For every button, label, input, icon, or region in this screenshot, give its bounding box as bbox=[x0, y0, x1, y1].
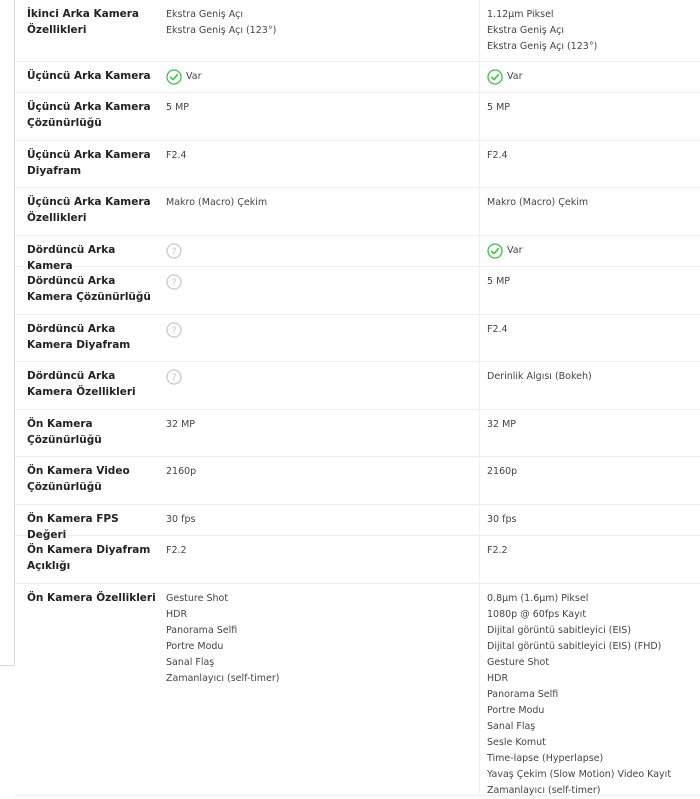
spec-label: Ön Kamera Özellikleri bbox=[27, 592, 156, 604]
spec-value-line: Ekstra Geniş Açı bbox=[166, 9, 243, 20]
spec-row bbox=[15, 536, 700, 584]
spec-row bbox=[15, 584, 700, 796]
spec-value-line: 1080p @ 60fps Kayıt bbox=[487, 609, 587, 620]
spec-value-phone-2 bbox=[487, 195, 697, 211]
spec-value-line: Makro (Macro) Çekim bbox=[487, 197, 589, 208]
spec-row bbox=[15, 62, 700, 93]
spec-value-line: Panorama Selfi bbox=[487, 689, 559, 700]
question-circle-icon[interactable] bbox=[166, 243, 182, 259]
spec-value-line: 30 fps bbox=[487, 514, 517, 525]
spec-value-line: Portre Modu bbox=[166, 641, 224, 652]
spec-row bbox=[15, 315, 700, 362]
available-badge bbox=[487, 243, 523, 259]
spec-value-line: Portre Modu bbox=[487, 705, 545, 716]
spec-value-line: Yavaş Çekim (Slow Motion) Video Kayıt bbox=[487, 769, 672, 780]
spec-row bbox=[15, 236, 700, 272]
check-circle-icon bbox=[166, 69, 182, 85]
spec-value-phone-2 bbox=[487, 464, 697, 480]
spec-value-phone-2 bbox=[487, 417, 697, 433]
spec-value-phone-2 bbox=[487, 69, 697, 91]
spec-label: Ön Kamera Diyafram Açıklığı bbox=[27, 544, 151, 572]
spec-value-line: Derinlik Algısı (Bokeh) bbox=[487, 371, 592, 382]
spec-label: Ön Kamera FPS Değeri bbox=[27, 513, 119, 541]
svg-text:?: ? bbox=[171, 277, 177, 289]
spec-value-line: Sesle Komut bbox=[487, 737, 546, 748]
spec-value-line: Ekstra Geniş Açı (123°) bbox=[166, 25, 277, 36]
svg-text:?: ? bbox=[171, 325, 177, 337]
spec-value-phone-2 bbox=[487, 100, 697, 116]
spec-row bbox=[15, 505, 700, 541]
spec-value-line: Makro (Macro) Çekim bbox=[166, 197, 268, 208]
svg-text:?: ? bbox=[171, 372, 177, 384]
svg-text:?: ? bbox=[171, 246, 177, 258]
spec-label: Üçüncü Arka Kamera bbox=[27, 70, 151, 82]
spec-value-phone-1 bbox=[166, 512, 476, 528]
spec-value-phone-1 bbox=[166, 243, 476, 265]
spec-row bbox=[15, 0, 700, 62]
spec-value-line: 32 MP bbox=[166, 419, 196, 430]
spec-label: Ön Kamera Çözünürlüğü bbox=[27, 418, 102, 446]
question-circle-icon[interactable] bbox=[166, 322, 182, 338]
spec-value-line: 5 MP bbox=[166, 102, 189, 113]
available-badge bbox=[487, 69, 523, 85]
spec-label: Üçüncü Arka Kamera Özellikleri bbox=[27, 196, 151, 224]
question-circle-icon[interactable] bbox=[166, 369, 182, 385]
spec-row bbox=[15, 188, 700, 236]
spec-value-line: Ekstra Geniş Açı (123°) bbox=[487, 41, 598, 52]
spec-value-line: F2.4 bbox=[487, 150, 508, 161]
spec-row bbox=[15, 267, 700, 315]
spec-value-phone-2 bbox=[487, 274, 697, 290]
spec-value-line: Dijital görüntü sabitleyici (EIS) (FHD) bbox=[487, 641, 662, 652]
spec-value-line: Time-lapse (Hyperlapse) bbox=[487, 753, 604, 764]
spec-value-phone-1 bbox=[166, 148, 476, 164]
spec-value-phone-2 bbox=[487, 591, 697, 799]
spec-value-line: 2160p bbox=[487, 466, 518, 477]
spec-value-line: HDR bbox=[166, 609, 188, 620]
available-label: Var bbox=[186, 71, 202, 82]
spec-label: Ön Kamera Video Çözünürlüğü bbox=[27, 465, 130, 493]
spec-value-phone-1 bbox=[166, 274, 476, 296]
spec-value-phone-1 bbox=[166, 100, 476, 116]
spec-value-line: 2160p bbox=[166, 466, 197, 477]
spec-value-line: F2.2 bbox=[166, 545, 187, 556]
spec-label: Üçüncü Arka Kamera Diyafram bbox=[27, 149, 151, 177]
left-panel-border-bottom bbox=[0, 665, 15, 666]
spec-value-line: Panorama Selfi bbox=[166, 625, 238, 636]
spec-value-phone-1 bbox=[166, 464, 476, 480]
spec-value-phone-1 bbox=[166, 322, 476, 344]
available-badge bbox=[166, 69, 202, 85]
spec-value-phone-2 bbox=[487, 7, 697, 55]
check-circle-icon bbox=[487, 243, 503, 259]
spec-label: Dördüncü Arka Kamera Diyafram bbox=[27, 323, 131, 351]
check-circle-icon bbox=[487, 69, 503, 85]
spec-label: İkinci Arka Kamera Özellikleri bbox=[27, 8, 140, 36]
spec-value-line: Zamanlayıcı (self-timer) bbox=[487, 785, 601, 796]
spec-value-phone-1 bbox=[166, 417, 476, 433]
spec-value-phone-1 bbox=[166, 591, 476, 687]
spec-value-line: Ekstra Geniş Açı bbox=[487, 25, 564, 36]
spec-value-line: Gesture Shot bbox=[487, 657, 550, 668]
spec-value-line: Gesture Shot bbox=[166, 593, 229, 604]
spec-row bbox=[15, 141, 700, 188]
spec-value-line: 5 MP bbox=[487, 102, 510, 113]
spec-value-line: Sanal Flaş bbox=[487, 721, 536, 732]
spec-row bbox=[15, 93, 700, 141]
spec-label: Dördüncü Arka Kamera bbox=[27, 244, 116, 272]
spec-row bbox=[15, 457, 700, 505]
available-label: Var bbox=[507, 245, 523, 256]
spec-value-line: Sanal Flaş bbox=[166, 657, 215, 668]
spec-value-phone-2 bbox=[487, 243, 697, 265]
spec-row bbox=[15, 362, 700, 410]
spec-comparison-table bbox=[15, 0, 700, 796]
spec-value-phone-2 bbox=[487, 369, 697, 385]
spec-value-phone-1 bbox=[166, 7, 476, 39]
spec-value-phone-1 bbox=[166, 543, 476, 559]
spec-value-line: Dijital görüntü sabitleyici (EIS) bbox=[487, 625, 632, 636]
spec-value-line: 1.12µm Piksel bbox=[487, 9, 554, 20]
spec-value-phone-2 bbox=[487, 322, 697, 338]
spec-value-line: HDR bbox=[487, 673, 509, 684]
spec-value-line: 0.8µm (1.6µm) Piksel bbox=[487, 593, 589, 604]
available-label: Var bbox=[507, 71, 523, 82]
spec-label: Dördüncü Arka Kamera Özellikleri bbox=[27, 370, 136, 398]
spec-value-line: 30 fps bbox=[166, 514, 196, 525]
spec-value-phone-1 bbox=[166, 195, 476, 211]
spec-label: Dördüncü Arka Kamera Çözünürlüğü bbox=[27, 275, 151, 303]
spec-value-line: F2.2 bbox=[487, 545, 508, 556]
spec-value-line: F2.4 bbox=[487, 324, 508, 335]
question-circle-icon[interactable] bbox=[166, 274, 182, 290]
spec-value-phone-2 bbox=[487, 543, 697, 559]
spec-value-line: F2.4 bbox=[166, 150, 187, 161]
spec-label: Üçüncü Arka Kamera Çözünürlüğü bbox=[27, 101, 151, 129]
spec-value-line: 5 MP bbox=[487, 276, 510, 287]
spec-value-phone-2 bbox=[487, 512, 697, 528]
spec-row bbox=[15, 410, 700, 457]
spec-value-phone-2 bbox=[487, 148, 697, 164]
spec-value-line: 32 MP bbox=[487, 419, 517, 430]
spec-value-line: Zamanlayıcı (self-timer) bbox=[166, 673, 280, 684]
spec-value-phone-1 bbox=[166, 369, 476, 391]
spec-value-phone-1 bbox=[166, 69, 476, 91]
